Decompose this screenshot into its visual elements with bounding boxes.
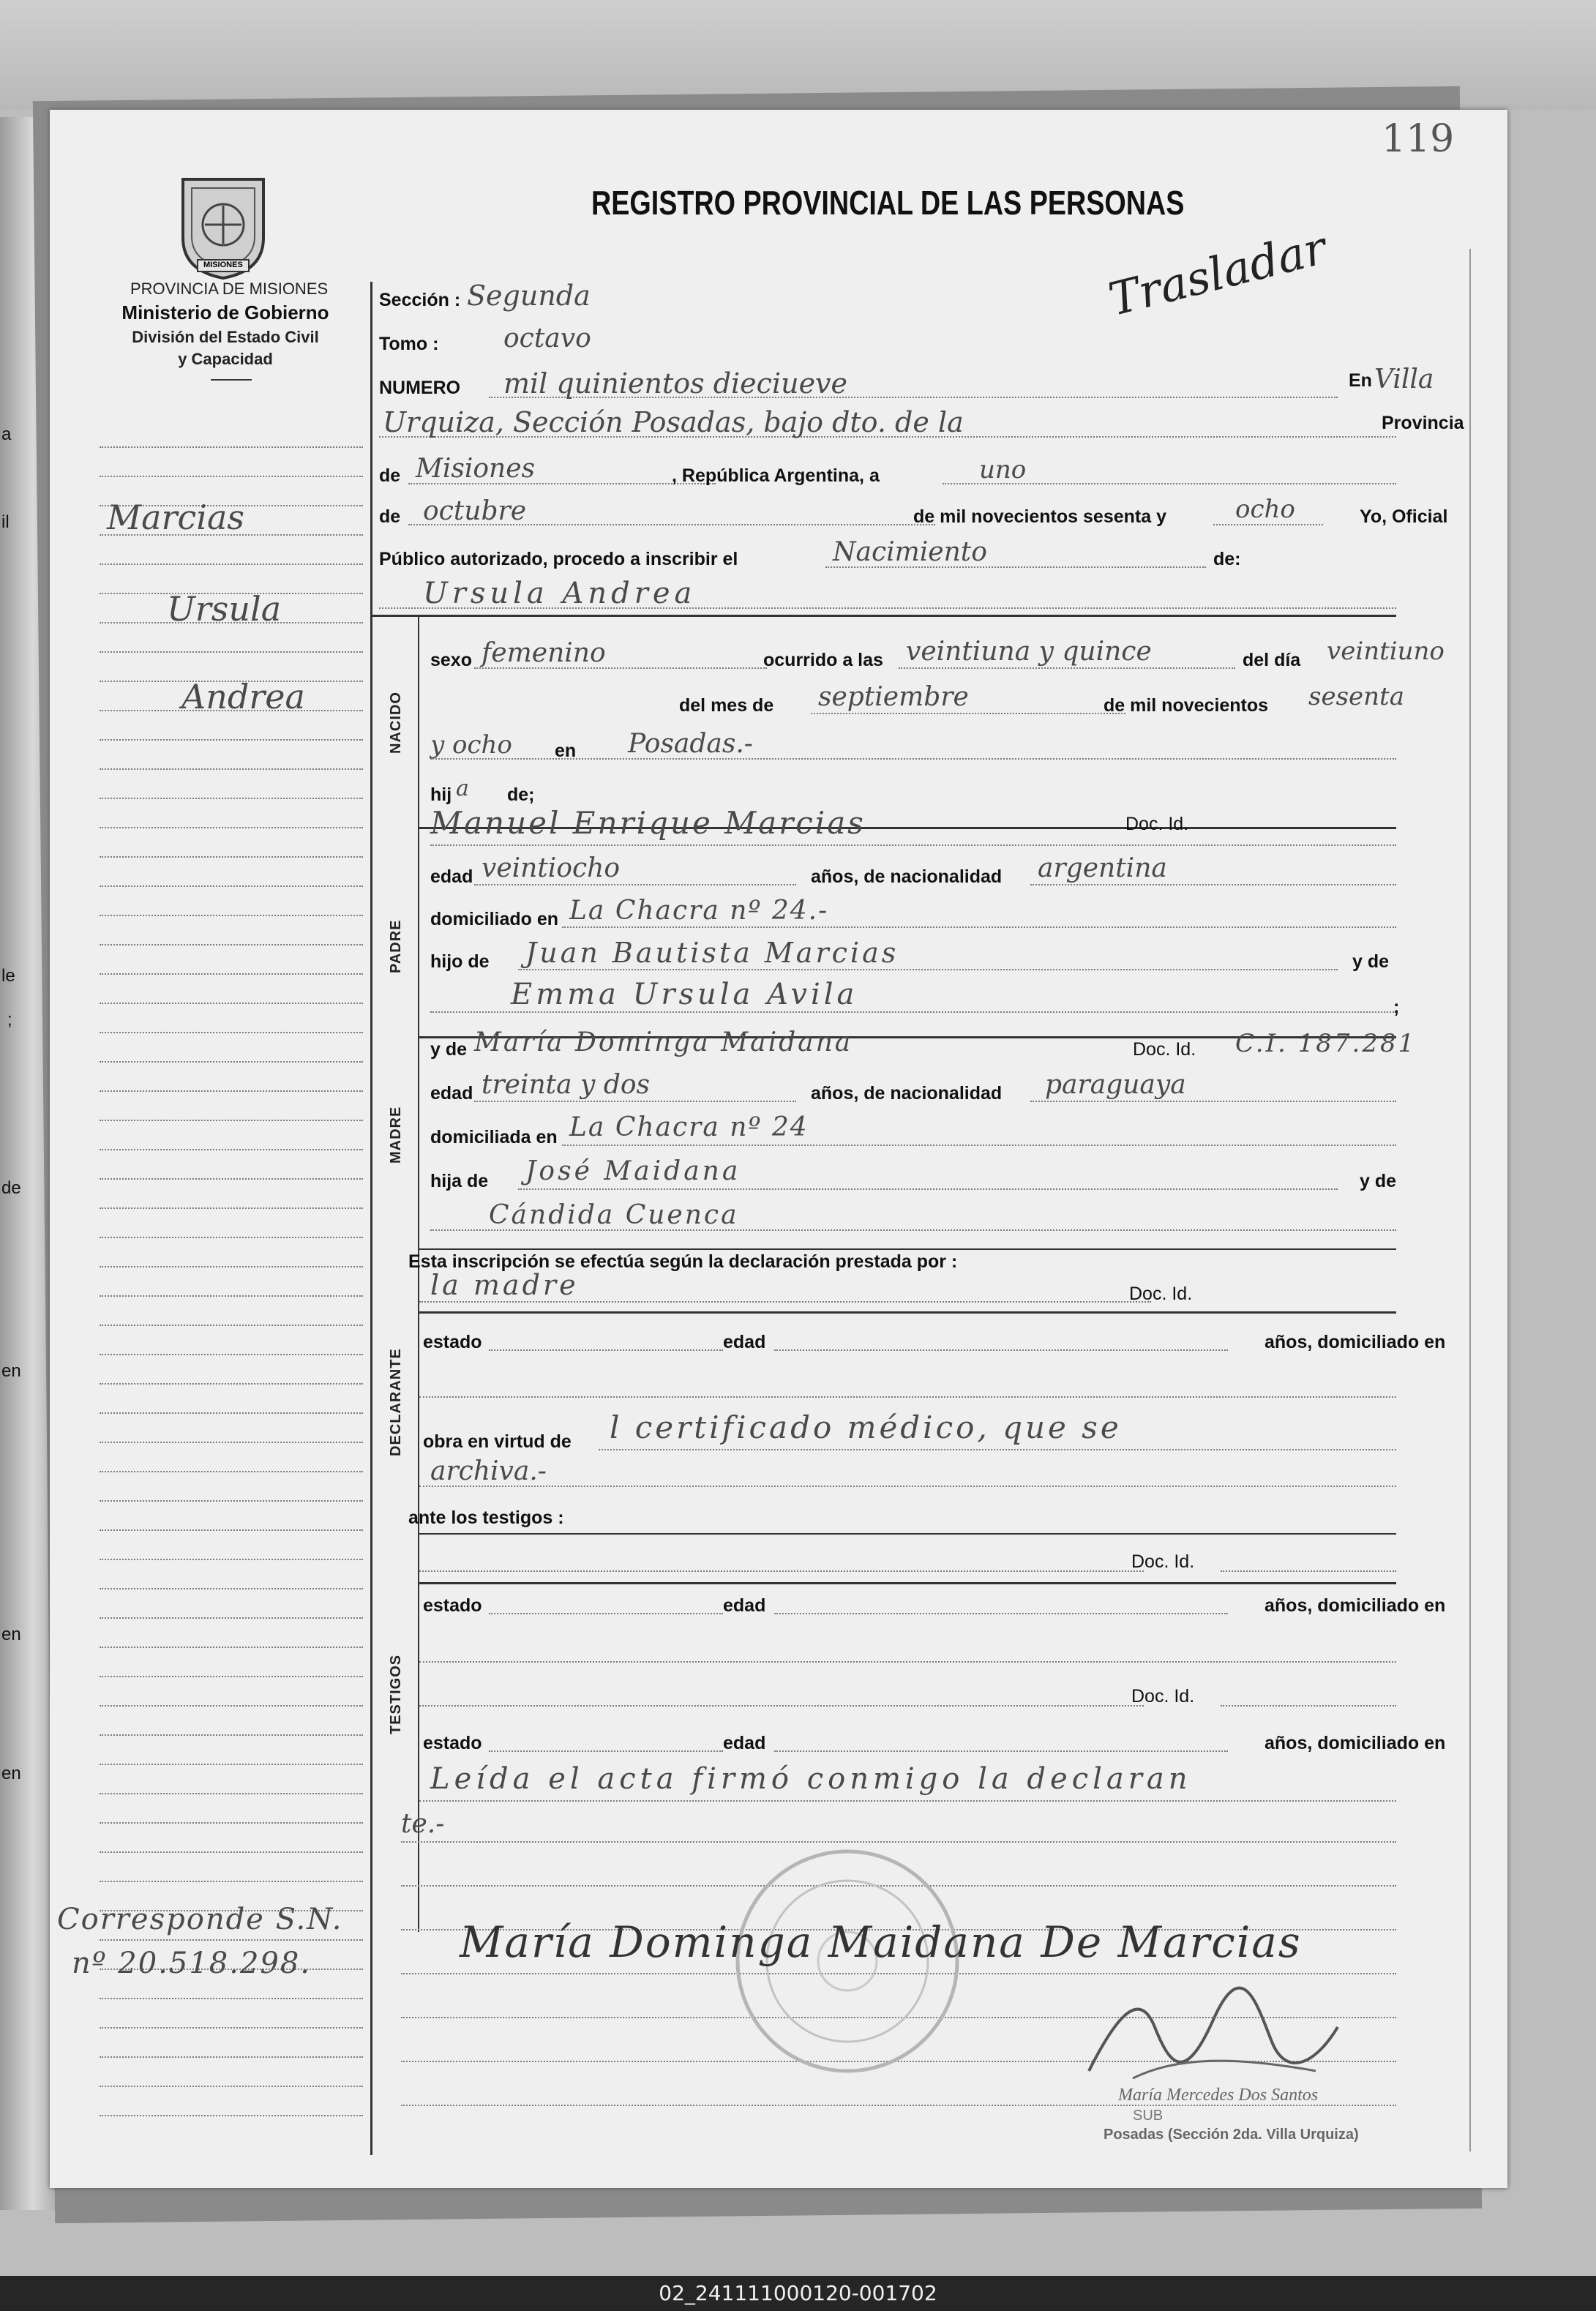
hij-suffix: a xyxy=(456,776,469,801)
madre-section-label: MADRE xyxy=(388,1106,404,1164)
declarante-intro: Esta inscripción se efectúa según la declaración prestada por : xyxy=(408,1251,958,1272)
mother-domicilio-label: domiciliada en xyxy=(430,1127,558,1147)
child-name: Ursula Andrea xyxy=(423,577,697,610)
father-parents-rule xyxy=(518,969,1338,970)
obra-label: obra en virtud de xyxy=(423,1431,572,1452)
witness1-estado-label: estado xyxy=(423,1595,482,1616)
obra-rule xyxy=(599,1449,1396,1450)
year-rule xyxy=(1213,524,1323,525)
org-underline xyxy=(211,379,252,381)
mother-parents-rule xyxy=(518,1188,1338,1190)
oficial-text: Yo, Oficial xyxy=(1360,506,1448,527)
margin-correspond-1: Corresponde S.N. xyxy=(57,1903,343,1936)
fragment-en-3: en xyxy=(1,1764,21,1783)
margin-correspond-2: nº 20.518.298. xyxy=(72,1947,312,1980)
testigos-intro: ante los testigos : xyxy=(408,1507,564,1528)
closing-cont: te.- xyxy=(401,1809,445,1839)
declarante-top-border xyxy=(419,1311,1396,1314)
provincia-label: Provincia xyxy=(1382,413,1464,433)
fragment-de: de xyxy=(1,1178,21,1198)
hij-label: hij xyxy=(430,784,452,805)
fragment-en-2: en xyxy=(1,1625,21,1644)
witness1-doc-rule xyxy=(1221,1570,1396,1572)
mother-domicilio-value: La Chacra nº 24 xyxy=(569,1112,809,1142)
declarant-domicilio-rule xyxy=(419,1396,1396,1398)
sexo-value: femenino xyxy=(482,638,606,668)
birth-day-value: veintiuno xyxy=(1327,637,1445,666)
witness2-edad-rule xyxy=(774,1750,1228,1752)
father-domicilio-label: domiciliado en xyxy=(430,909,559,929)
witness1-edad-label: edad xyxy=(723,1595,766,1616)
month-value: octubre xyxy=(423,496,527,526)
hij-de-label: de; xyxy=(507,784,535,805)
page-number: 119 xyxy=(1382,117,1455,161)
father-edad-label: edad xyxy=(430,866,473,887)
numero-value: mil quinientos dieciueve xyxy=(503,367,848,400)
province-seal-icon xyxy=(176,172,271,282)
ocurrido-label: ocurrido a las xyxy=(763,650,883,670)
fragment-en-1: en xyxy=(1,1361,21,1381)
official-signature-mark xyxy=(1074,1983,1352,2100)
mother-hija-label: hija de xyxy=(430,1171,489,1191)
father-edad-value: veintiocho xyxy=(482,853,621,883)
org-division: División del Estado Civil xyxy=(132,328,319,346)
obra-cont: archiva.- xyxy=(430,1456,547,1486)
numero-label: NUMERO xyxy=(379,378,461,398)
day-value: uno xyxy=(979,455,1027,484)
mother-domicilio-rule xyxy=(562,1145,1396,1146)
father-domicilio-value: La Chacra nº 24.- xyxy=(569,896,829,926)
org-capacity: y Capacidad xyxy=(178,350,273,368)
fragment-le: le xyxy=(1,966,15,986)
mother-edad-rule xyxy=(474,1101,796,1102)
image-id-footer: 02_241111000120-001702 xyxy=(0,2276,1596,2311)
mother-edad-label: edad xyxy=(430,1083,473,1104)
birth-en-label: en xyxy=(555,741,577,761)
declarant-doc-label: Doc. Id. xyxy=(1129,1284,1193,1304)
father-edad-rule xyxy=(474,884,796,885)
declarant-estado-rule xyxy=(489,1349,723,1351)
birth-place-value: Posadas.- xyxy=(628,729,753,759)
margin-divider xyxy=(370,282,372,2155)
mother-nac-label: años, de nacionalidad xyxy=(811,1083,1003,1104)
mother-name: María Dominga Maidana xyxy=(474,1027,853,1057)
seccion-label: Sección : xyxy=(379,290,461,310)
witness2-anos-label: años, domiciliado en xyxy=(1265,1733,1446,1753)
fragment-a: a xyxy=(1,424,12,444)
maternal-grandfather: José Maidana xyxy=(525,1156,741,1186)
section-rail xyxy=(418,615,419,1932)
declarant-edad-label: edad xyxy=(723,1332,766,1352)
paternal-grandmother: Emma Ursula Avila xyxy=(511,978,858,1011)
maternal-grandmother: Cándida Cuenca xyxy=(489,1200,739,1230)
witness2-estado-rule xyxy=(489,1750,723,1752)
father-hijo-label: hijo de xyxy=(430,951,490,972)
right-border xyxy=(1469,249,1471,2151)
witness1-domicilio-rule xyxy=(419,1661,1396,1663)
father-domicilio-rule xyxy=(562,926,1396,928)
witness2-edad-label: edad xyxy=(723,1733,766,1753)
seccion-value: Segunda xyxy=(467,280,591,312)
birth-year-value: sesenta xyxy=(1308,682,1404,711)
declarante-section-label: DECLARANTE xyxy=(388,1348,404,1456)
margin-surname: Marcias xyxy=(107,498,245,537)
father-nac-rule xyxy=(1030,884,1396,885)
declarante-separator xyxy=(419,1248,1396,1250)
father-mother-rule xyxy=(430,1011,1396,1013)
mother-doc-label: Doc. Id. xyxy=(1133,1039,1196,1060)
witness1-doc-label: Doc. Id. xyxy=(1131,1551,1195,1572)
del-dia-label: del día xyxy=(1243,650,1301,670)
en-label: En xyxy=(1349,370,1372,391)
fragment-il: il xyxy=(1,512,10,532)
witness2-name-rule xyxy=(419,1705,1144,1707)
republica-label: , República Argentina, a xyxy=(672,465,880,486)
mother-edad-value: treinta y dos xyxy=(482,1070,651,1100)
de-colon: de: xyxy=(1213,549,1241,569)
province-value: Misiones xyxy=(416,454,536,484)
witness1-edad-rule xyxy=(774,1613,1228,1614)
closing-cont-rule xyxy=(401,1841,1396,1843)
nacido-section-label: NACIDO xyxy=(388,692,404,754)
time-rule xyxy=(899,667,1235,669)
witness1-name-rule xyxy=(419,1570,1144,1572)
witness2-estado-label: estado xyxy=(423,1733,482,1753)
testigos-top-border xyxy=(419,1582,1396,1584)
mother-nac-value: paraguaya xyxy=(1045,1070,1186,1100)
father-doc-label: Doc. Id. xyxy=(1125,814,1189,834)
father-nac-label: años, de nacionalidad xyxy=(811,866,1003,887)
witness1-estado-rule xyxy=(489,1613,723,1614)
trasladar-stamp: Trasladar xyxy=(1104,220,1332,326)
witness2-doc-label: Doc. Id. xyxy=(1131,1686,1195,1707)
mother-y-de-label: y de xyxy=(1360,1171,1397,1191)
father-nac-value: argentina xyxy=(1038,853,1167,883)
sexo-label: sexo xyxy=(430,650,472,670)
year-value: ocho xyxy=(1235,495,1295,524)
official-print-title: SUB xyxy=(1133,2108,1164,2124)
page-title: REGISTRO PROVINCIAL DE LAS PERSONAS xyxy=(591,184,1185,222)
org-ministry: Ministerio de Gobierno xyxy=(121,301,329,323)
declarant-anos-label: años, domiciliado en xyxy=(1265,1332,1446,1352)
birth-month-rule xyxy=(811,713,1125,714)
closing-text: Leída el acta firmó conmigo la declaran xyxy=(430,1762,1192,1796)
paternal-grandfather: Juan Bautista Marcias xyxy=(525,937,899,969)
mes-label: del mes de xyxy=(679,695,774,716)
declarant-value: la madre xyxy=(430,1269,579,1301)
witness2-doc-rule xyxy=(1221,1705,1396,1707)
birth-month-value: septiembre xyxy=(818,682,969,712)
mother-y-de-label: y de xyxy=(430,1039,468,1060)
closing-rule xyxy=(419,1800,1396,1802)
testigos-section-label: TESTIGOS xyxy=(388,1654,404,1734)
birth-year-cont: y ocho xyxy=(430,730,512,760)
birth-year-label: de mil novecientos xyxy=(1104,695,1269,716)
margin-name-1: Ursula xyxy=(167,589,282,629)
time-value: veintiuna y quince xyxy=(906,637,1152,667)
place-line: Urquiza, Sección Posadas, bajo dto. de la xyxy=(383,406,964,438)
witness1-anos-label: años, domiciliado en xyxy=(1265,1595,1446,1616)
year-text: de mil novecientos sesenta y xyxy=(913,506,1166,527)
mother-doc-value: C.I. 187.281 xyxy=(1235,1029,1417,1058)
en-value: Villa xyxy=(1374,364,1434,394)
official-location: Posadas (Sección 2da. Villa Urquiza) xyxy=(1104,2127,1359,2143)
province-de-label: de xyxy=(379,465,401,486)
month-de-label: de xyxy=(379,506,401,527)
father-name-rule xyxy=(430,844,1396,846)
obra-value: l certificado médico, que se xyxy=(610,1409,1122,1445)
act-type-value: Nacimiento xyxy=(833,537,987,567)
seal-label: MISIONES xyxy=(203,261,243,269)
margin-name-2: Andrea xyxy=(181,677,305,716)
father-semicolon: ; xyxy=(1393,997,1400,1017)
padre-section-label: PADRE xyxy=(388,919,404,973)
father-name: Manuel Enrique Marcias xyxy=(430,805,866,841)
declarant-estado-label: estado xyxy=(423,1332,482,1352)
publico-text: Público autorizado, procedo a inscribir el xyxy=(379,549,738,569)
register-page xyxy=(50,110,1507,2188)
org-province: PROVINCIA DE MISIONES xyxy=(130,280,329,298)
testigos-intro-border xyxy=(419,1533,1396,1535)
declarant-rule xyxy=(419,1301,1151,1303)
obra-cont-rule xyxy=(419,1486,1396,1487)
declarant-edad-rule xyxy=(774,1349,1228,1351)
official-print-name: María Mercedes Dos Santos xyxy=(1118,2086,1319,2105)
tomo-label: Tomo : xyxy=(379,334,439,354)
tomo-value: octavo xyxy=(503,323,591,353)
mother-nac-rule xyxy=(1030,1101,1396,1102)
father-y-de-label: y de xyxy=(1352,951,1390,972)
fragment-semicolon: ; xyxy=(7,1010,12,1030)
nacido-top-border xyxy=(372,615,1396,617)
declarant-signature: María Dominga Maidana De Marcias xyxy=(460,1917,1302,1967)
